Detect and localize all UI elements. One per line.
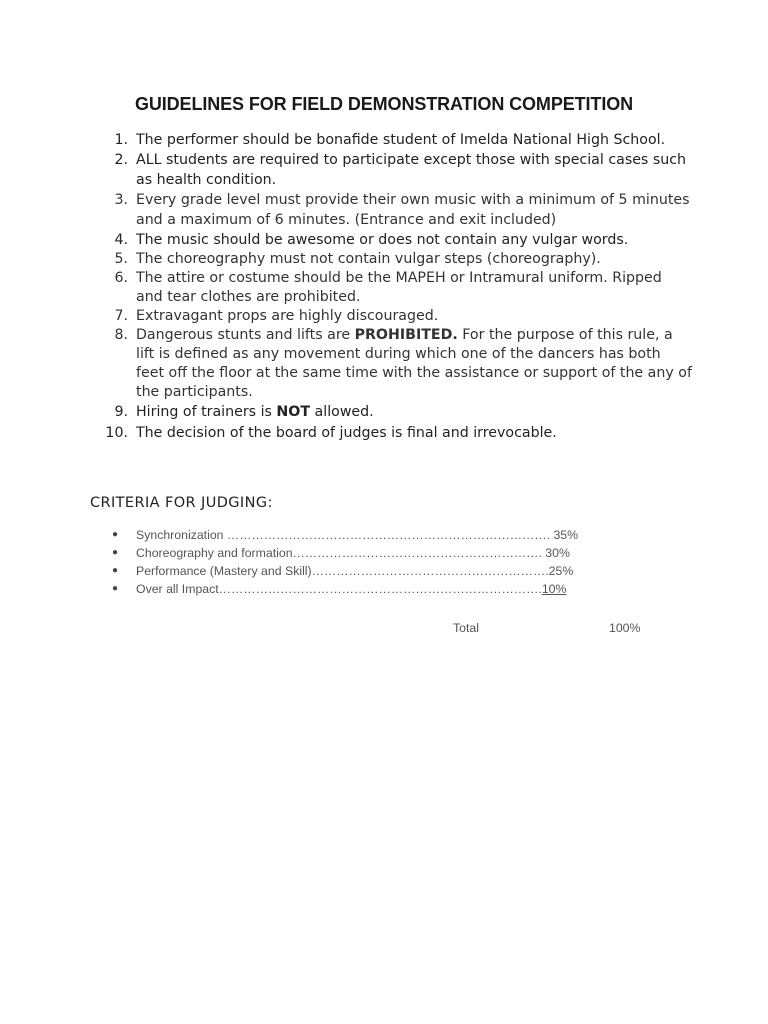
criteria-weight: 10% xyxy=(541,582,567,596)
guideline-text xyxy=(136,326,692,402)
guideline-text-segment: The choreography must not contain vulgar steps (choreography). xyxy=(136,251,601,267)
bullet-icon: ● xyxy=(112,565,119,576)
guideline-text xyxy=(136,422,692,444)
document-title: GUIDELINES FOR FIELD DEMONSTRATION COMPETITION xyxy=(134,94,634,114)
guideline-number: 8. xyxy=(114,326,128,343)
guideline-number: 9. xyxy=(114,403,128,420)
criteria-item xyxy=(112,562,672,580)
guidelines-list xyxy=(92,130,692,444)
criteria-item xyxy=(112,526,672,544)
guideline-text xyxy=(136,250,692,269)
guideline-item xyxy=(92,150,692,190)
bullet-icon: ● xyxy=(112,583,119,594)
criteria-item xyxy=(112,580,672,598)
guideline-number: 5. xyxy=(114,251,128,267)
guideline-item xyxy=(92,402,692,422)
guideline-emphasis: PROHIBITED. xyxy=(354,326,458,343)
bullet-icon: ● xyxy=(112,547,119,558)
bullet-icon: ● xyxy=(112,529,119,540)
guideline-text-segment: The music should be awesome or does not contain any vulgar words. xyxy=(136,232,629,248)
guideline-text-segment: Every grade level must provide their own music with a minimum of 5 minutes and a maximum of 6 minutes. (Entrance and exit included) xyxy=(136,192,690,228)
criteria-label: Choreography and formation……………………………………………………. 30% xyxy=(136,546,570,560)
guideline-number: 4. xyxy=(114,232,128,248)
guideline-text xyxy=(136,402,692,422)
guideline-text xyxy=(136,190,692,230)
criteria-heading: CRITERIA FOR JUDGING: xyxy=(90,495,273,511)
guideline-text-segment: allowed. xyxy=(310,403,374,420)
guideline-text-segment: For the purpose of this rule, a lift is defined as any movement during which one of the dancers has both feet off the floor at the same time with the assistance or support of the any of the participants. xyxy=(136,326,692,400)
criteria-label: Over all Impact……………………………………………………………………. xyxy=(136,582,542,596)
guideline-text xyxy=(136,130,692,150)
guideline-number: 3. xyxy=(114,192,128,208)
guideline-text xyxy=(136,307,692,326)
criteria-text xyxy=(136,544,656,562)
guideline-item xyxy=(92,326,692,402)
guideline-item xyxy=(92,307,692,326)
guideline-item xyxy=(92,422,692,444)
guideline-item xyxy=(92,130,692,150)
guideline-text-segment: The performer should be bonafide student of Imelda National High School. xyxy=(136,132,666,148)
guideline-number: 10. xyxy=(105,424,128,441)
guideline-number: 1. xyxy=(114,132,128,148)
guideline-number: 2. xyxy=(114,152,128,168)
guideline-text xyxy=(136,269,692,307)
guideline-text-segment: ALL students are required to participate except those with special cases such as health condition. xyxy=(136,152,687,188)
guideline-text-segment: The attire or costume should be the MAPEH or Intramural uniform. Ripped and tear clothes are prohibited. xyxy=(136,270,662,305)
criteria-label: Synchronization ……………………………………………………………………. 35% xyxy=(136,528,579,542)
guideline-text-segment: Dangerous stunts and lifts are xyxy=(136,326,355,343)
guideline-text-segment: The decision of the board of judges is final and irrevocable. xyxy=(136,424,557,441)
guideline-item xyxy=(92,230,692,250)
guideline-emphasis: NOT xyxy=(276,403,311,420)
total-label: Total xyxy=(453,621,479,635)
guideline-text xyxy=(136,150,692,190)
guideline-text-segment: Extravagant props are highly discouraged. xyxy=(136,308,439,324)
guideline-item xyxy=(92,250,692,269)
guideline-text-segment: Hiring of trainers is xyxy=(136,403,277,420)
guideline-number: 7. xyxy=(114,308,128,324)
criteria-text xyxy=(136,526,656,544)
criteria-text xyxy=(136,580,656,598)
guideline-item xyxy=(92,190,692,230)
guideline-item xyxy=(92,269,692,307)
criteria-list xyxy=(112,526,672,598)
guideline-number: 6. xyxy=(114,270,128,286)
criteria-text xyxy=(136,562,656,580)
guideline-text xyxy=(136,230,692,250)
criteria-label: Performance (Mastery and Skill)………………………………………………….25% xyxy=(136,564,574,578)
criteria-item xyxy=(112,544,672,562)
total-value: 100% xyxy=(609,621,641,635)
